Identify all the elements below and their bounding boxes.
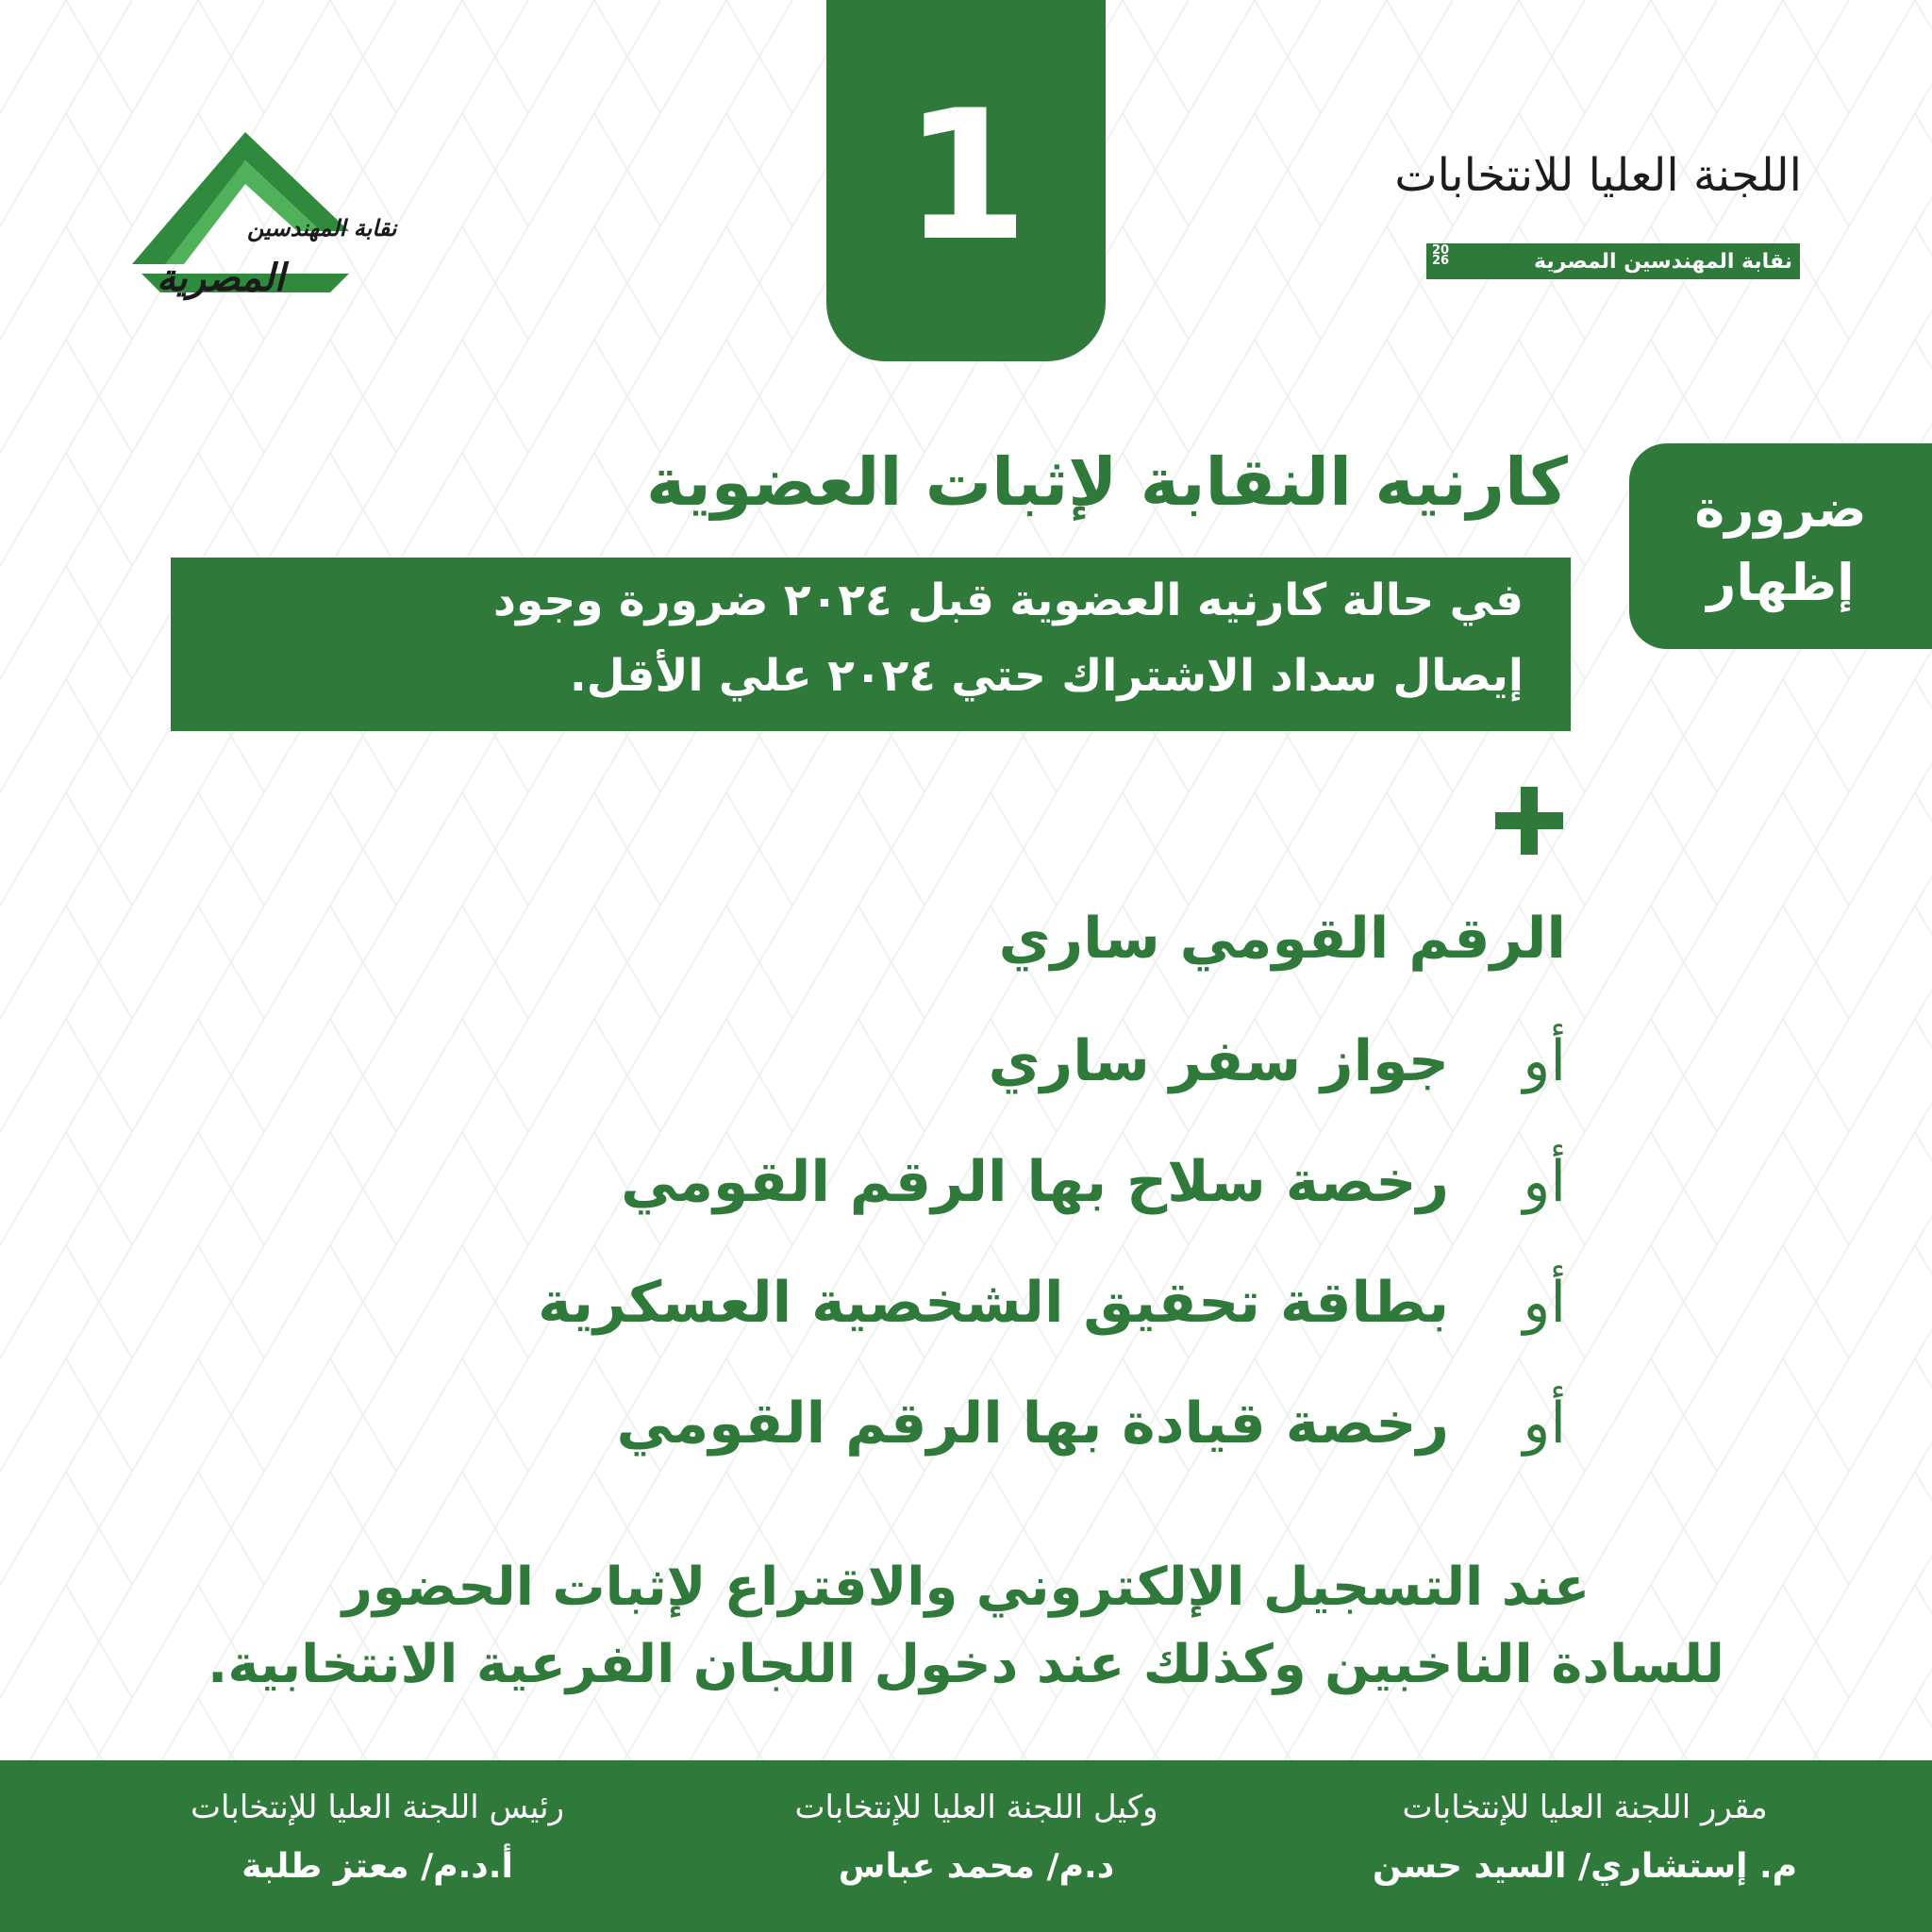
option-item: رخصة قيادة بها الرقم القومي bbox=[616, 1391, 1449, 1457]
or-label: أو bbox=[1523, 1391, 1566, 1457]
logo-text-line2: المصرية bbox=[157, 257, 285, 300]
signatory-name: م. إستشاري/ السيد حسن bbox=[1372, 1847, 1798, 1886]
step-number-tab bbox=[826, 0, 1106, 361]
step-number: 1 bbox=[903, 71, 1029, 280]
plus-icon bbox=[1495, 787, 1563, 855]
must-show-line1: ضرورة bbox=[1694, 478, 1867, 539]
closing-line2: للسادة الناخبين وكذلك عند دخول اللجان الفرعية الانتخابية. bbox=[208, 1634, 1724, 1695]
note-line2: إيصال سداد الاشتراك حتي ٢٠٢٤ علي الأقل. bbox=[569, 650, 1524, 702]
signatory-rapporteur bbox=[1311, 1789, 1858, 1886]
signatory-deputy bbox=[703, 1789, 1250, 1886]
or-label: أو bbox=[1523, 1149, 1566, 1215]
or-label: أو bbox=[1523, 1028, 1566, 1094]
signatures-footer bbox=[0, 1760, 1932, 1932]
signatory-name: أ.د.م/ معتز طلبة bbox=[242, 1847, 513, 1886]
committee-band-text: نقابة المهندسين المصرية bbox=[1534, 249, 1792, 274]
committee-calligraphy: اللجنة العليا للانتخابات bbox=[1394, 149, 1802, 202]
must-show-line2: إظهار bbox=[1707, 553, 1855, 612]
option-item: جواز سفر ساري bbox=[988, 1028, 1449, 1094]
main-title: كارنيه النقابة لإثبات العضوية bbox=[646, 443, 1568, 521]
year-bottom: 26 bbox=[1431, 254, 1450, 268]
signatory-chairman bbox=[104, 1789, 651, 1886]
option-item: رخصة سلاح بها الرقم القومي bbox=[621, 1149, 1449, 1215]
signatory-role: رئيس اللجنة العليا للإنتخابات bbox=[191, 1789, 564, 1826]
committee-year bbox=[1428, 245, 1453, 266]
membership-note-box bbox=[171, 558, 1571, 731]
signatory-name: د.م/ محمد عباس bbox=[838, 1847, 1115, 1886]
committee-band bbox=[1426, 243, 1800, 279]
signatory-role: وكيل اللجنة العليا للإنتخابات bbox=[794, 1789, 1158, 1826]
logo-text-line1: نقابة المهندسين bbox=[247, 215, 397, 242]
national-id-requirement: الرقم القومي ساري bbox=[998, 906, 1566, 972]
option-item: بطاقة تحقيق الشخصية العسكرية bbox=[538, 1270, 1449, 1336]
or-label: أو bbox=[1523, 1270, 1566, 1336]
signatory-role: مقرر اللجنة العليا للإنتخابات bbox=[1402, 1789, 1768, 1826]
must-show-text bbox=[1694, 473, 1866, 621]
year-top: 20 bbox=[1431, 243, 1450, 258]
closing-line1: عند التسجيل الإلكتروني والاقتراع لإثبات الحضور bbox=[341, 1557, 1591, 1618]
note-line1: في حالة كارنيه العضوية قبل ٢٠٢٤ ضرورة وجود bbox=[492, 575, 1524, 626]
syndicate-logo bbox=[132, 132, 415, 311]
must-show-tag bbox=[1629, 443, 1932, 649]
election-committee-logo bbox=[1394, 142, 1811, 283]
